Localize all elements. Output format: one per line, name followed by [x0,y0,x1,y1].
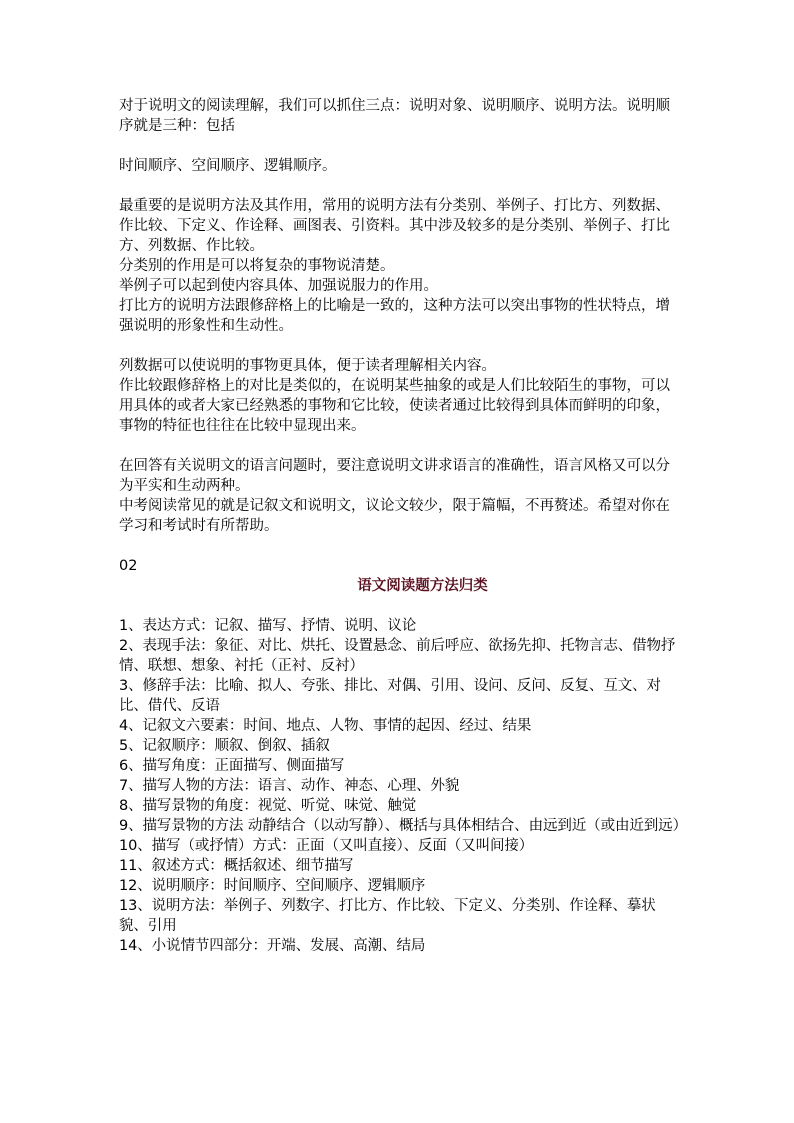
paragraph-metaphor: 打比方的说明方法跟修辞格上的比喻是一致的，这种方法可以突出事物的性状特点，增强说明的形象性和生动性。 [119,298,670,334]
paragraph-examples: 举例子可以起到使内容具体、加强说服力的作用。 [119,278,438,294]
spacer [119,536,684,556]
list-item: 8、描写景物的角度：视觉、听觉、味觉、触觉 [119,798,417,814]
list-item: 9、描写景物的方法 动静结合（以动写静）、概括与具体相结合、由远到近（或由近到远） [119,818,687,834]
list-item: 11、叙述方式：概括叙述、细节描写 [119,858,354,874]
spacer [119,336,684,356]
paragraph-methods: 最重要的是说明方法及其作用，常用的说明方法有分类别、举例子、打比方、列数据、作比较、下定义、作诠释、画图表、引资料。其中涉及较多的是分类别、举例子、打比方、列数据、作比较。 [119,198,670,254]
paragraph-data: 列数据可以使说明的事物更具体，便于读者理解相关内容。 [119,358,496,374]
spacer [119,436,684,456]
paragraph-comparison: 作比较跟修辞格上的对比是类似的，在说明某些抽象的或是人们比较陌生的事物，可以用具体的或者大家已经熟悉的事物和它比较，使读者通过比较得到具体而鲜明的印象，事物的特征也往往在比较中显现出来。 [119,378,670,434]
paragraph-order-types: 时间顺序、空间顺序、逻辑顺序。 [119,158,337,174]
paragraph-conclusion: 中考阅读常见的就是记叙文和说明文，议论文较少，限于篇幅，不再赘述。希望对你在学习和考试时有所帮助。 [119,498,670,534]
list-item: 1、表达方式：记叙、描写、抒情、说明、议论 [119,618,417,634]
section-title: 语文阅读题方法归类 [357,578,488,594]
list-item: 13、说明方法：举例子、列数字、打比方、作比较、下定义、分类别、作诠释、摹状貌、引用 [119,898,656,934]
list-item: 4、记叙文六要素：时间、地点、人物、事情的起因、经过、结果 [119,718,532,734]
list-item: 12、说明顺序：时间顺序、空间顺序、逻辑顺序 [119,878,426,894]
document-body [119,96,687,956]
spacer [119,176,684,196]
spacer [119,136,684,156]
list-item: 14、小说情节四部分：开端、发展、高潮、结局 [119,938,426,954]
method-list [119,616,687,956]
paragraph-language: 在回答有关说明文的语言问题时，要注意说明文讲求语言的准确性，语言风格又可以分为平实和生动两种。 [119,458,670,494]
paragraph-intro: 对于说明文的阅读理解，我们可以抓住三点：说明对象、说明顺序、说明方法。说明顺序就是三种：包括 [119,98,670,134]
list-item: 7、描写人物的方法：语言、动作、神态、心理、外貌 [119,778,460,794]
spacer [119,596,684,616]
section-number: 02 [119,558,138,574]
list-item: 6、描写角度：正面描写、侧面描写 [119,758,345,774]
list-item: 10、描写（或抒情）方式：正面（又叫直接）、反面（又叫间接） [119,838,534,854]
list-item: 3、修辞手法：比喻、拟人、夸张、排比、对偶、引用、设问、反问、反复、互文、对比、借代、反语 [119,678,661,714]
list-item: 5、记叙顺序：顺叙、倒叙、插叙 [119,738,330,754]
paragraph-classification: 分类别的作用是可以将复杂的事物说清楚。 [119,258,395,274]
list-item: 2、表现手法：象征、对比、烘托、设置悬念、前后呼应、欲扬先抑、托物言志、借物抒情、联想、想象、衬托（正衬、反衬） [119,638,676,674]
